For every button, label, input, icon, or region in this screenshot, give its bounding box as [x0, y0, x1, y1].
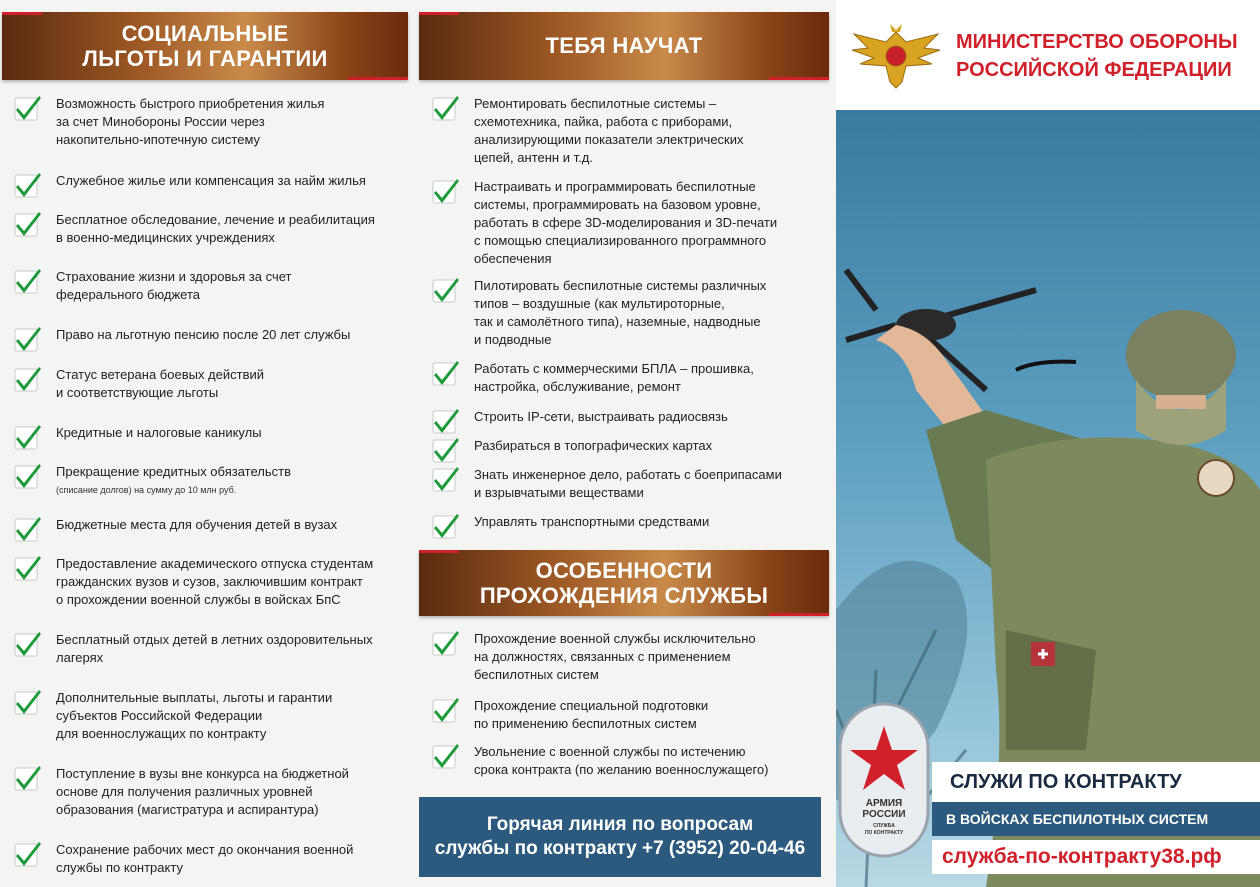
list-item-text: Служебное жилье или компенсация за найм жилья — [56, 173, 366, 188]
checkmark-icon — [12, 93, 42, 123]
list-item-text: Прохождение специальной подготовки по применению беспилотных систем — [474, 698, 709, 731]
badge-line3: СЛУЖБА — [873, 823, 895, 829]
list-item — [430, 95, 744, 167]
list-item — [12, 765, 349, 819]
list-item — [430, 513, 709, 541]
ministry-title — [956, 28, 1238, 84]
training-title: ТЕБЯ НАУЧАТ — [545, 33, 703, 59]
checkmark-icon — [430, 93, 460, 123]
checkmark-icon — [430, 511, 460, 541]
list-item — [430, 437, 712, 465]
checkmark-icon — [12, 209, 42, 239]
list-item-text: Управлять транспортными средствами — [474, 514, 710, 529]
list-item-text: Предоставление академического отпуска студентам гражданских вузов и сузов, заключившим контракт о прохождении военной службы в войсках БпС — [56, 556, 374, 607]
checkmark-icon — [430, 176, 460, 206]
list-item-text: Право на льготную пенсию после 20 лет службы — [56, 327, 351, 342]
slogan-subtitle: В ВОЙСКАХ БЕСПИЛОТНЫХ СИСТЕМ — [932, 802, 1260, 836]
list-item — [12, 841, 353, 877]
list-item — [430, 360, 754, 396]
benefits-title-line2: ЛЬГОТЫ И ГАРАНТИИ — [82, 46, 328, 71]
list-item — [12, 172, 366, 200]
list-item — [12, 211, 375, 247]
checkmark-icon — [430, 406, 460, 436]
list-item-text: Увольнение с военной службы по истечению срока контракта (по желанию военнослужащего) — [474, 744, 769, 777]
list-item — [430, 408, 728, 436]
list-item-text: Сохранение рабочих мест до окончания военной службы по контракту — [56, 842, 354, 875]
list-item — [430, 743, 769, 779]
list-item-text: Пилотировать беспилотные системы различных типов – воздушные (как мультироторные, так и самолётного типа), наземные, надводные и подводные — [474, 278, 767, 347]
list-item-text: Бюджетные места для обучения детей в вузах — [56, 517, 338, 532]
checkmark-icon — [430, 275, 460, 305]
list-item — [12, 366, 264, 402]
list-item-text: Прохождение военной службы исключительно на должностях, связанных с применением беспилотных систем — [474, 631, 756, 682]
training-panel — [416, 0, 832, 887]
list-item — [12, 95, 324, 149]
hotline-phone: службы по контракту +7 (3952) 20-04-46 — [434, 838, 806, 859]
list-item — [430, 277, 766, 349]
service-features-title-line1: ОСОБЕННОСТИ — [535, 557, 713, 583]
hotline-box — [419, 797, 821, 877]
checkmark-icon — [12, 514, 42, 544]
checkmark-icon — [12, 687, 42, 717]
list-item — [430, 466, 782, 502]
benefits-panel — [0, 0, 412, 887]
list-item-text: Возможность быстрого приобретения жилья за счет Минобороны России через накопительно-ипотечную систему — [56, 96, 325, 147]
list-item — [430, 697, 708, 733]
list-item — [12, 689, 332, 743]
list-item — [12, 424, 262, 452]
checkmark-icon — [430, 628, 460, 658]
list-item-text: Страхование жизни и здоровья за счет федерального бюджета — [56, 269, 292, 302]
ministry-line2: РОССИЙСКОЙ ФЕДЕРАЦИИ — [956, 59, 1232, 81]
list-item — [12, 516, 337, 544]
list-item — [12, 268, 291, 304]
list-item-text: Знать инженерное дело, работать с боеприпасами и взрывчатыми веществами — [474, 467, 782, 500]
checkmark-icon — [430, 358, 460, 388]
training-banner — [419, 12, 829, 80]
badge-line1: АРМИЯ — [865, 798, 903, 809]
checkmark-icon — [12, 170, 42, 200]
benefits-banner — [2, 12, 408, 80]
list-item-text: Бесплатное обследование, лечение и реабилитация в военно-медицинских учреждениях — [56, 212, 375, 245]
ministry-line1: МИНИСТЕРСТВО ОБОРОНЫ — [956, 31, 1238, 53]
list-item — [430, 178, 777, 268]
list-item-text: Разбираться в топографических картах — [474, 438, 713, 453]
checkmark-icon — [12, 422, 42, 452]
list-item-text: Работать с коммерческими БПЛА – прошивка, настройка, обслуживание, ремонт — [474, 361, 754, 394]
checkmark-icon — [12, 461, 42, 491]
checkmark-icon — [12, 266, 42, 296]
checkmark-icon — [12, 553, 42, 583]
list-item — [12, 463, 291, 499]
list-item-text: Кредитные и налоговые каникулы — [56, 425, 262, 440]
checkmark-icon — [430, 435, 460, 465]
slogan-title: СЛУЖИ ПО КОНТРАКТУ — [932, 762, 1260, 802]
checkmark-icon — [12, 839, 42, 869]
list-item-text: Поступление в вузы вне конкурса на бюджетной основе для получения различных уровней образования (магистратура и аспирантура) — [56, 766, 349, 817]
list-item-text: Прекращение кредитных обязательств — [56, 464, 291, 479]
list-item-note: (списание долгов) на сумму до 10 млн руб. — [56, 485, 237, 495]
army-russia-badge — [836, 700, 932, 860]
recruitment-panel — [836, 0, 1260, 887]
hotline-line1: Горячая линия по вопросам — [486, 814, 754, 835]
benefits-title-line1: СОЦИАЛЬНЫЕ — [121, 20, 289, 46]
list-item-text: Бесплатный отдых детей в летних оздоровительных лагерях — [56, 632, 373, 665]
list-item — [12, 326, 350, 354]
checkmark-icon — [430, 741, 460, 771]
list-item — [430, 630, 756, 684]
website-link[interactable]: служба-по-контракту38.рф — [932, 840, 1260, 874]
badge-line2: РОССИИ — [862, 809, 906, 820]
ministry-header — [836, 0, 1260, 108]
list-item — [12, 555, 373, 609]
checkmark-icon — [12, 364, 42, 394]
checkmark-icon — [12, 629, 42, 659]
list-item-text: Статус ветерана боевых действий и соответствующие льготы — [56, 367, 265, 400]
badge-line4: ПО КОНТРАКТУ — [864, 830, 904, 836]
list-item — [12, 631, 373, 667]
checkmark-icon — [12, 324, 42, 354]
service-features-banner — [419, 550, 829, 616]
list-item-text: Ремонтировать беспилотные системы – схемотехника, пайка, работа с приборами, анализирующими показатели электрических цепей, антенн и т.д. — [474, 96, 744, 165]
list-item-text: Дополнительные выплаты, льготы и гарантии субъектов Российской Федерации для военнослужащих по контракту — [56, 690, 333, 741]
list-item-text: Строить IP-сети, выстраивать радиосвязь — [474, 409, 728, 424]
checkmark-icon — [430, 695, 460, 725]
service-features-title-line2: ПРОХОЖДЕНИЯ СЛУЖБЫ — [479, 583, 769, 608]
checkmark-icon — [12, 763, 42, 793]
double-headed-eagle-emblem — [846, 22, 946, 90]
checkmark-icon — [430, 464, 460, 494]
list-item-text: Настраивать и программировать беспилотные системы, программировать на базовом уровне, работать в сфере 3D-моделирования и 3D-печати с помощью специализированного программного обеспечения — [474, 179, 778, 266]
